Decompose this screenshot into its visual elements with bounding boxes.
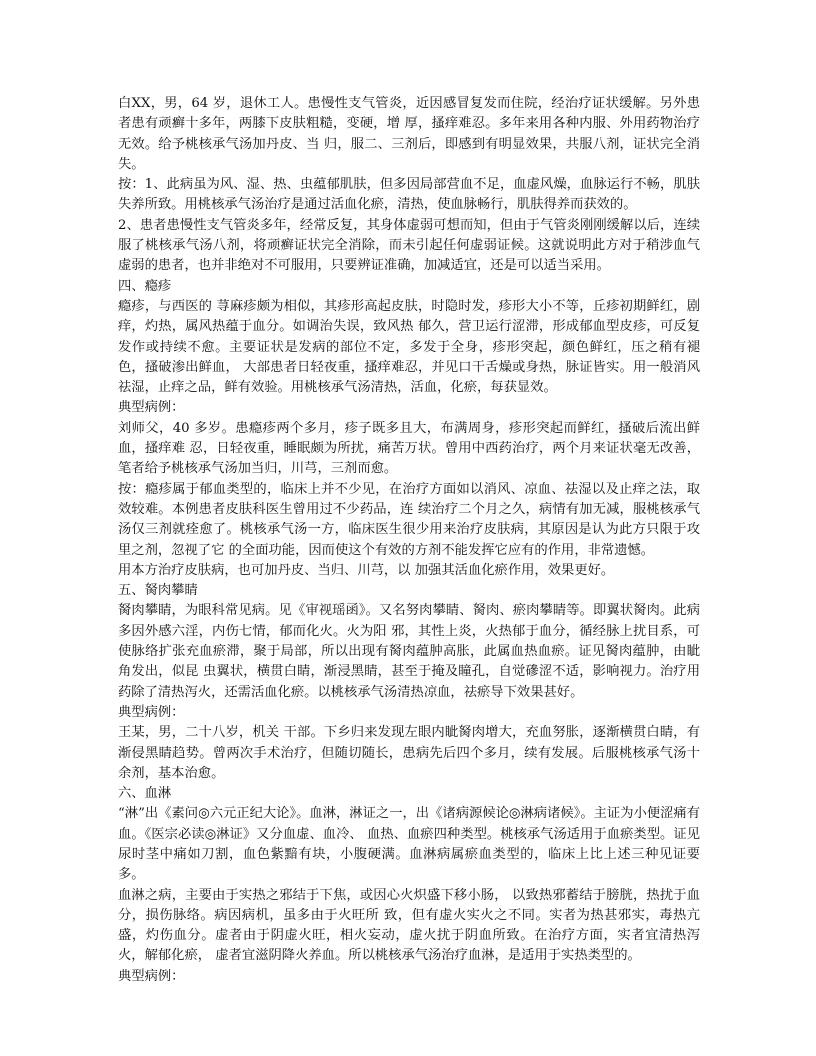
body-paragraph: 用本方治疗皮肤病，也可加丹皮、当归、川芎，以 加强其活血化瘀作用，效果更好。 (118, 562, 615, 578)
section-heading: 五、胬肉攀睛 (118, 583, 198, 599)
case-heading: 典型病例： (118, 704, 185, 720)
body-paragraph: 血淋之病，主要由于实热之邪结于下焦，或因心火炽盛下移小肠， 以致热邪蓄结于膀胱，热扰于血分，损伤脉络。病因病机，虽多由于火旺所 致，但有虚火实火之不同。实者为热甚邪实，毒热亢盛，灼伤血分。虚者由于阴虚火旺，相火妄动，虚火扰于阴血所致。在治疗方面，实者宜清热泻火，解郁化瘀， 虚者宜滋阴降火养血。所以桃核承气汤治疗血淋，是适用于实热类型的。 (118, 887, 700, 964)
note-paragraph: 按：1、此病虽为风、湿、热、虫蕴郁肌肤，但多因局部营血不足，血虚风燥，血脉运行不畅，肌肤失养所致。用桃核承气汤治疗是通过活血化瘀，清热，使血脉畅行，肌肤得养而获效的。 (118, 177, 700, 213)
body-paragraph: “淋”出《素问◎六元正纪大论》。血淋，淋证之一，出《诸病源候论◎淋病诸候》。主证为小便涩痛有血。《医宗必读◎淋证》又分血虚、血冷、 血热、血瘀四种类型。桃核承气汤适用于血瘀类型。证见尿时茎中痛如刀割，血色紫黯有块，小腹硬满。血淋病属瘀血类型的，临床上比上述三种见证要多。 (118, 806, 700, 883)
case-paragraph: 刘师父，40 多岁。患瘾疹两个多月，疹子既多且大，布满周身，疹形突起而鲜红，搔破后流出鲜血，搔痒难 忍，日轻夜重，睡眠颇为所扰，痛苦万状。曾用中西药治疗，两个月来证状毫无改善，笔者给予桃核承气汤加当归，川芎，三剂而愈。 (118, 420, 700, 477)
section-heading: 六、血淋 (118, 786, 172, 802)
case-heading: 典型病例： (118, 968, 185, 984)
note-paragraph: 按：瘾疹属于郁血类型的，临床上并不少见，在治疗方面如以消风、凉血、祛湿以及止痒之法，取效较难。本例患者皮肤科医生曾用过不少药品，连 续治疗二个月之久，病情有加无减，服桃核承气汤仅三剂就痊愈了。桃核承气汤一方，临床医生很少用来治疗皮肤病，其原因是认为此方只限于攻里之剂，忽视了它 的全面功能，因而使这个有效的方剂不能发挥它应有的作用，非常遗憾。 (118, 481, 700, 558)
note-paragraph: 2、患者患慢性支气管炎多年，经常反复，其身体虚弱可想而知，但由于气管炎刚刚缓解以后，连续服了桃核承气汤八剂，将顽癣证状完全消除，而未引起任何虚弱证候。这就说明此方对于稍涉血气虚弱的患者，也并非绝对不可服用，只要辨证准确，加减适宜，还是可以适当采用。 (118, 217, 700, 274)
body-paragraph: 瘾疹，与西医的 荨麻疹颇为相似，其疹形高起皮肤，时隐时发，疹形大小不等，丘疹初期鲜红，剧痒，灼热，属风热蕴于血分。如调治失误，致风热 郁久，营卫运行涩滞，形成郁血型皮疹，可反复发作或持续不愈。主要证状是发病的部位不定，多发于全身，疹形突起，颜色鲜红，压之稍有褪色，搔破渗出鲜血， 大部患者日轻夜重，搔痒难忍，并见口干舌燥或身热，脉证皆实。用一般消风祛湿，止痒之品，鲜有效验。用桃核承气汤清热，活血，化瘀，每获显效。 (118, 298, 700, 396)
case-paragraph: 王某，男，二十八岁，机关 干部。下乡归来发现左眼内眦胬肉增大，充血努胀，逐渐横贯白睛，有渐侵黑睛趋势。曾两次手术治疗，但随切随长，患病先后四个多月，续有发展。后服桃核承气汤十余剂，基本治愈。 (118, 725, 700, 781)
body-paragraph: 胬肉攀睛，为眼科常见病。见《审视瑶函》。又名努肉攀睛、胬肉、瘀肉攀睛等。即翼状胬肉。此病多因外感六淫，内伤七情，郁而化火。火为阳 邪，其性上炎，火热郁于血分，循经脉上扰目系，可使脉络扩张充血瘀滞，聚于局部，所以出现有胬肉蕴肿高胀，此属血热血瘀。证见胬肉蕴肿，由眦角发出，似昆 虫翼状，横贯白睛，渐浸黑睛，甚至于掩及瞳孔，自觉磣涩不适，影响视力。治疗用药除了清热泻火，还需活血化瘀。以桃核承气汤清热凉血，祛瘀导下效果甚好。 (118, 603, 700, 700)
section-heading: 四、瘾疹 (118, 278, 172, 294)
document-page (118, 94, 700, 987)
case-heading: 典型病例： (118, 400, 185, 416)
case-paragraph: 白XX，男，64 岁，退休工人。患慢性支气管炎，近因感冒复发而住院，经治疗证状缓解。另外患者患有顽癣十多年，两膝下皮肤粗糙，变硬，增 厚，搔痒难忍。多年来用各种内服、外用药物治疗无效。给予桃核承气汤加丹皮、当 归，服二、三剂后，即感到有明显效果，共服八剂，证状完全消失。 (118, 96, 700, 172)
